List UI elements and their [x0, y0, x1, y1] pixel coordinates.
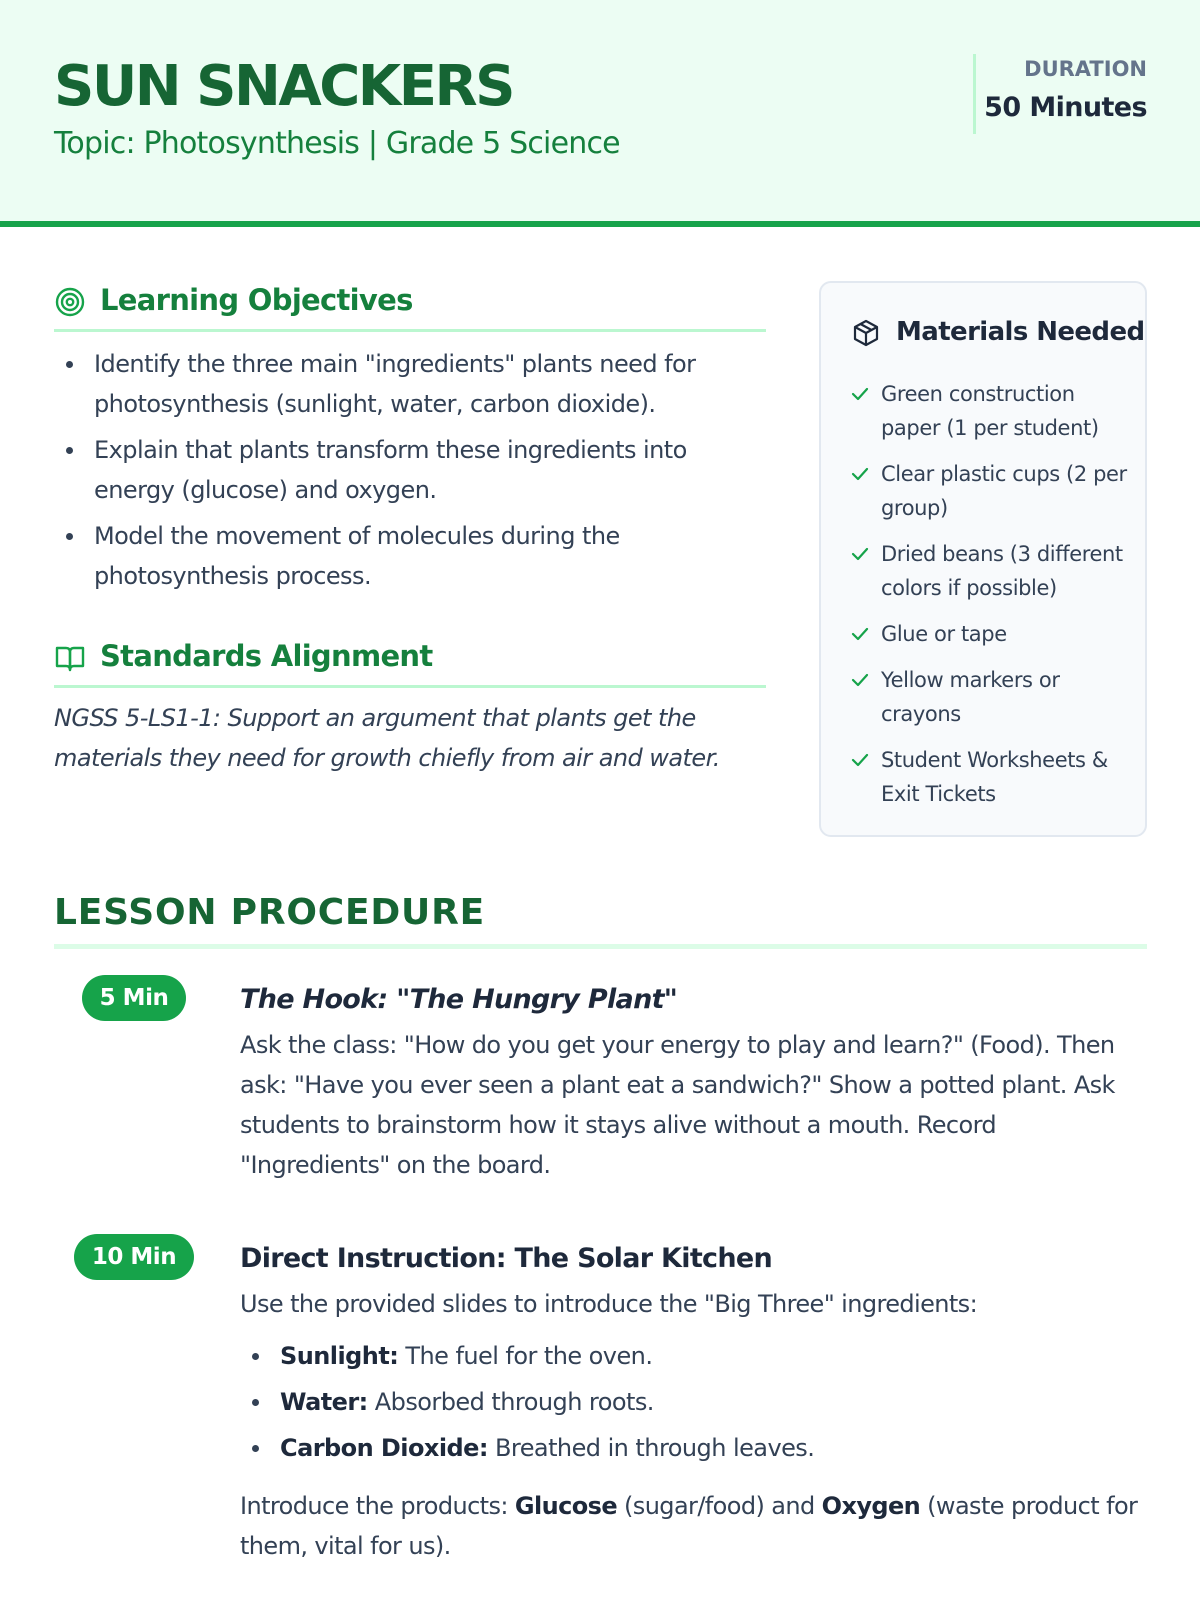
- procedure-divider: [54, 944, 1147, 949]
- list-item: Identify the three main "ingredients" plants need for photosynthesis (sunlight, water, carbon dioxide).: [54, 344, 766, 424]
- step-time-badge: 10 Min: [74, 1234, 194, 1280]
- lesson-subtitle: Topic: Photosynthesis | Grade 5 Science: [54, 126, 620, 161]
- ingredient-term: Sunlight:: [280, 1342, 399, 1370]
- list-item: Model the movement of molecules during the photosynthesis process.: [54, 516, 766, 596]
- procedure-heading: LESSON PROCEDURE: [54, 892, 485, 933]
- book-open-icon: [54, 642, 86, 674]
- material-label: Green construction paper (1 per student): [881, 382, 1099, 440]
- step-time-badge: 5 Min: [82, 975, 186, 1021]
- list-item: [240, 1428, 1148, 1468]
- materials-heading-label: Materials Needed: [896, 317, 1145, 347]
- check-icon: [851, 466, 869, 482]
- list-item: [851, 377, 1131, 445]
- material-label: Glue or tape: [881, 622, 1007, 646]
- material-label: Dried beans (3 different colors if possible): [881, 542, 1123, 600]
- check-icon: [851, 546, 869, 562]
- step-title: The Hook: "The Hungry Plant": [240, 984, 678, 1015]
- materials-panel: [819, 281, 1147, 837]
- standard-text: NGSS 5-LS1-1: Support an argument that plants get the materials they need for growth chiefly from air and water.: [54, 704, 720, 772]
- ingredient-desc: Absorbed through roots.: [367, 1388, 654, 1416]
- duration-value: 50 Minutes: [984, 92, 1147, 123]
- check-icon: [851, 752, 869, 768]
- list-item: [851, 617, 1131, 651]
- outro-text: (sugar/food) and: [617, 1492, 822, 1520]
- step-intro: Use the provided slides to introduce the "Big Three" ingredients:: [240, 1290, 978, 1318]
- outro-text: Introduce the products:: [240, 1492, 515, 1520]
- check-icon: [851, 386, 869, 402]
- outro-text: (waste product for them, vital for us).: [240, 1492, 1138, 1560]
- list-item: [851, 457, 1131, 525]
- package-icon: [851, 318, 881, 348]
- ingredient-desc: The fuel for the oven.: [398, 1342, 653, 1370]
- material-label: Yellow markers or crayons: [881, 668, 1060, 726]
- duration-divider: [973, 54, 976, 134]
- check-icon: [851, 626, 869, 642]
- material-label: Student Worksheets & Exit Tickets: [881, 748, 1108, 806]
- objectives-list: [54, 344, 766, 602]
- objectives-heading: [54, 284, 766, 332]
- ingredient-term: Water:: [280, 1388, 368, 1416]
- standards-heading: [54, 640, 766, 688]
- materials-list: [851, 377, 1131, 823]
- list-item: [240, 1336, 1148, 1376]
- list-item: [240, 1382, 1148, 1422]
- outro-glucose: Glucose: [514, 1492, 617, 1520]
- ingredient-desc: Breathed in through leaves.: [487, 1434, 815, 1462]
- lesson-title: SUN SNACKERS: [54, 54, 513, 119]
- check-icon: [851, 672, 869, 688]
- step-outro: [240, 1486, 1148, 1566]
- step-body: Ask the class: "How do you get your energy to play and learn?" (Food). Then ask: "Have you ever seen a plant eat a sandwich?" Show a potted plant. Ask students to brainstorm how it stays alive without a mouth. Record "Ingredients" on the board.: [240, 1031, 1115, 1179]
- material-label: Clear plastic cups (2 per group): [881, 462, 1127, 520]
- list-item: Explain that plants transform these ingredients into energy (glucose) and oxygen.: [54, 430, 766, 510]
- outro-oxygen: Oxygen: [821, 1492, 921, 1520]
- list-item: [851, 537, 1131, 605]
- standards-heading-label: Standards Alignment: [100, 639, 433, 673]
- lesson-header: [0, 0, 1200, 227]
- ingredients-list: [240, 1336, 1148, 1474]
- objectives-heading-label: Learning Objectives: [100, 283, 413, 317]
- step-title: Direct Instruction: The Solar Kitchen: [240, 1243, 773, 1274]
- list-item: [851, 743, 1131, 811]
- ingredient-term: Carbon Dioxide:: [280, 1434, 488, 1462]
- list-item: [851, 663, 1131, 731]
- duration-label: DURATION: [1024, 57, 1147, 81]
- target-icon: [54, 286, 86, 318]
